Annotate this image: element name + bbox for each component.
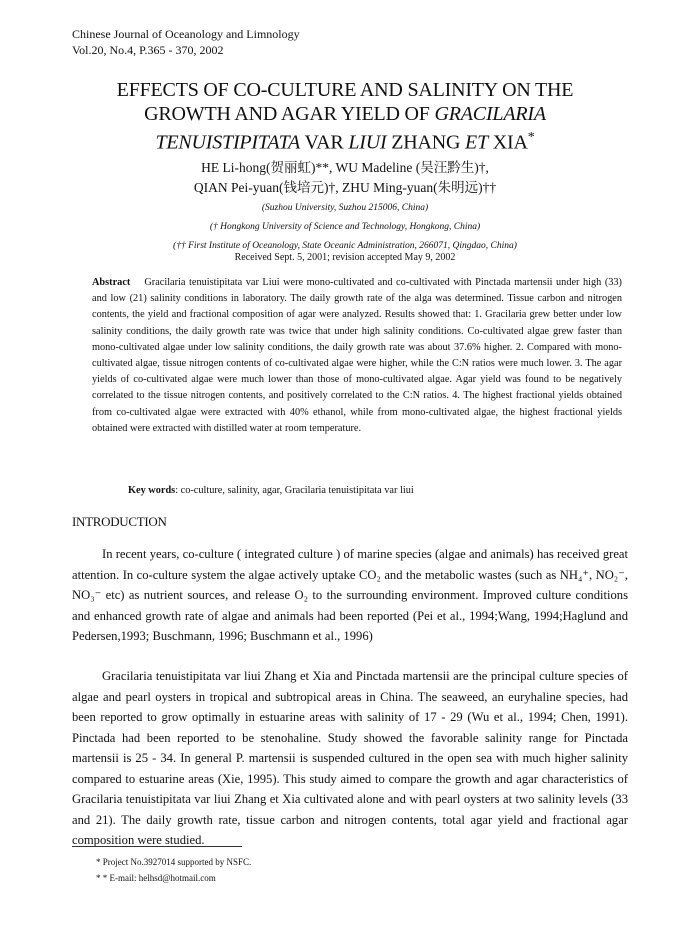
keywords-text: : co-culture, salinity, agar, Gracilaria tenuistipitata var liui <box>175 485 414 496</box>
affiliations <box>0 199 690 256</box>
journal-header <box>72 26 300 58</box>
intro-paragraph-2: Gracilaria tenuistipitata var liui Zhang et Xia and Pinctada martensii are the principal culture species of algae and pearl oysters in tropical and subtropical areas in China. The seaweed, an euryhaline species, had been reported to grow optimally in estuarine areas with salinity of 17 - 29 (Wu et al., 1994; Chen, 1991). Pinctada had been reported to be stenohaline. Study showed the favorable salinity range for Pinctada martensii is 25 - 34. In general P. martensii is suspended cultured in the open sea with much higher salinity compared to estuarine areas (Xie, 1995). This study aimed to compare the growth and agar characteristics of Gracilaria tenuistipitata var liui Zhang et Xia cultivated alone and with pearl oysters at two salinity levels (33 and 21). The daily growth rate, tissue carbon and nitrogen contents, total agar yield and fractional agar composition were studied. <box>72 669 628 847</box>
footnotes <box>96 854 251 886</box>
footnote-divider <box>72 846 242 847</box>
authors <box>0 158 690 198</box>
authors-line-1: HE Li-hong(贺丽虹)**, WU Madeline (吴汪黔生)†, <box>201 160 489 175</box>
abstract-text: Gracilaria tenuistipitata var Liui were mono-cultivated and co-cultivated with Pinctada martensii under high (33) and low (21) salinity conditions in laboratory. The daily growth rate of the alga was determined. Tissue carbon and nitrogen contents, the yield and fractional composition of agar were analyzed. Results showed that: 1. Gracilaria grew better under low salinity conditions, the daily growth rate was twice that under high salinity conditions. Co-cultivated algae grew faster than mono-cultivated algae under low salinity conditions, the daily growth rate was about 37.6% higher. 2. Compared with mono-cultivated algae, tissue nitrogen contents of co-cultivated algae were higher, while the C:N ratios were much lower. 3. The agar yields of co-cultivated algae were much lower than those of mono-cultivated algae. Agar yield was found to be negatively correlated to the tissue nitrogen contents, and positively correlated to the C:N ratios. 4. The highest fractional yields obtained from co-cultivated algae were extracted with 40% ethanol, while from mono-cultivated algae, the highest fractional yields obtained were extracted with distilled water at room temperature. <box>92 277 622 434</box>
paper-title <box>0 78 690 155</box>
title-line-2 <box>0 102 690 126</box>
abstract-label: Abstract <box>92 277 131 288</box>
footnote-project: * Project No.3927014 supported by NSFC. <box>96 857 252 867</box>
authors-line-2: QIAN Pei-yuan(钱培元)†, ZHU Ming-yuan(朱明远)†† <box>193 180 497 195</box>
title-genus: GRACILARIA <box>434 103 546 125</box>
title-variety: LIUI <box>348 131 387 154</box>
title-species: TENUISTIPITATA <box>155 131 301 154</box>
footnote-email: * * E-mail: helhsd@hotmail.com <box>96 873 216 883</box>
title-author-xia: XIA <box>488 131 528 154</box>
title-var: VAR <box>300 131 349 154</box>
abstract <box>92 275 622 437</box>
title-line-1: EFFECTS OF CO-CULTURE AND SALINITY ON THE <box>116 79 574 101</box>
title-line-2-text: GROWTH AND AGAR YIELD OF <box>144 103 435 125</box>
title-footnote-mark: * <box>527 130 535 145</box>
title-author-zhang: ZHANG <box>386 131 466 154</box>
section-heading-introduction: INTRODUCTION <box>72 514 167 529</box>
keywords <box>128 485 414 496</box>
title-et: ET <box>465 131 488 154</box>
keywords-label: Key words <box>128 485 176 496</box>
received-dates: Received Sept. 5, 2001; revision accepted May 9, 2002 <box>234 252 456 263</box>
affiliation-1: (Suzhou University, Suzhou 215006, China) <box>261 203 429 213</box>
journal-name: Chinese Journal of Oceanology and Limnology <box>72 27 300 41</box>
title-line-3 <box>0 126 690 155</box>
journal-citation: Vol.20, No.4, P.365 - 370, 2002 <box>72 43 224 57</box>
intro-paragraph-1: In recent years, co-culture ( integrated culture ) of marine species (algae and animals) has received great attention. In co-culture system the algae actively uptake CO₂ and the metabolic wastes (such as NH₄⁺, NO₂⁻, NO₃⁻ etc) as nutrient sources, and release O₂ to the surrounding environment. Improved culture conditions and enhanced growth rate of algae and animals had been reported (Pei et al., 1994;Wang, 1994;Haglund and Pedersen,1993; Buschmann, 1996; Buschmann et al., 1996) <box>72 547 628 643</box>
affiliation-3: (†† First Institute of Oceanology, State Oceanic Administration, 266071, Qingdao, China) <box>173 241 517 251</box>
affiliation-2: († Hongkong University of Science and Technology, Hongkong, China) <box>209 222 481 232</box>
